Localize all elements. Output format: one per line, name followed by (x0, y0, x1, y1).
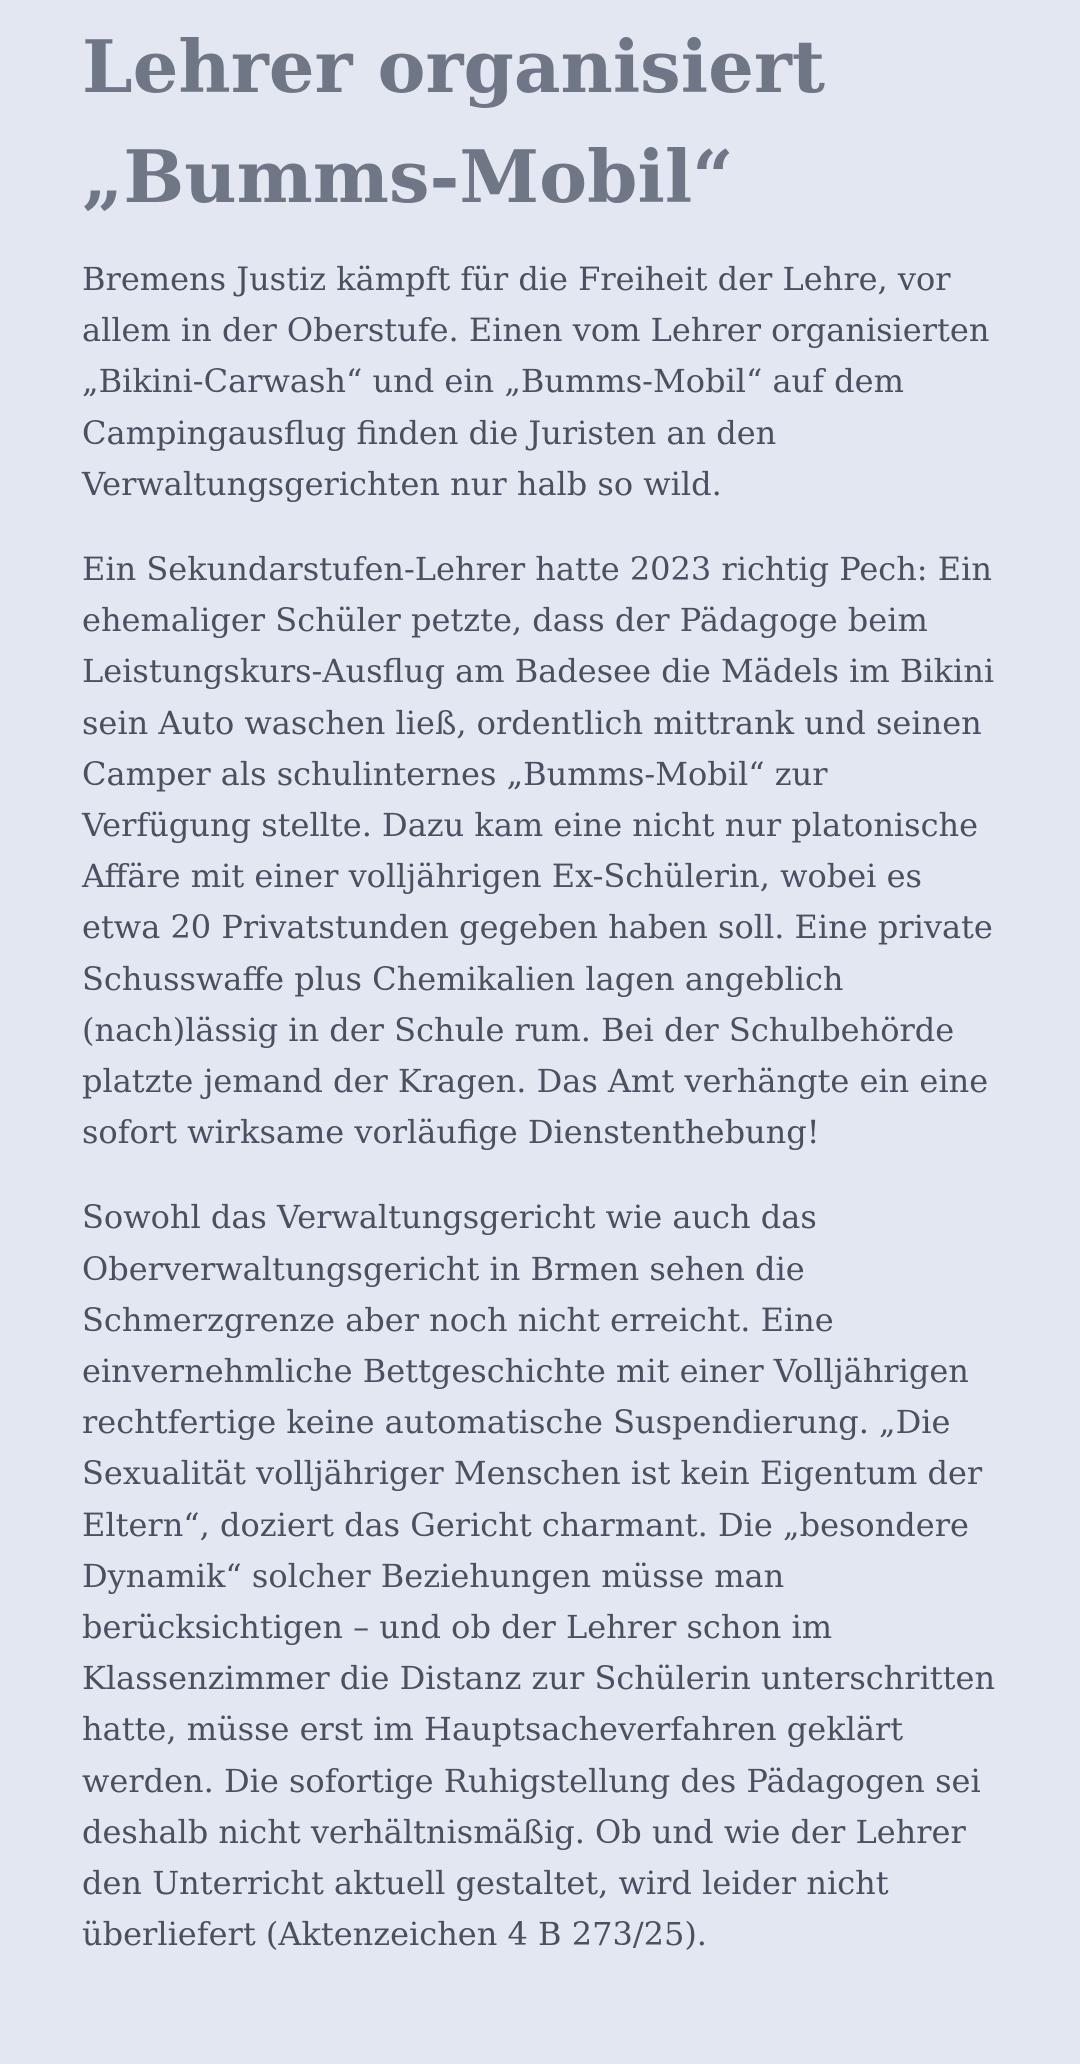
paragraph-court (82, 1192, 1012, 1960)
text-line: Dynamik“ solcher Beziehungen müsse man (82, 1556, 785, 1595)
text-line: einvernehmliche Bettgeschichte mit einer Volljährigen (82, 1352, 969, 1391)
text-line: sofort wirksame vorläufige Dienstenthebung! (82, 1113, 820, 1152)
text-line: Campingausflug finden die Juristen an den (82, 413, 777, 452)
article-body (82, 254, 1012, 1961)
text-line: Oberverwaltungsgericht in Brmen sehen die (82, 1249, 805, 1288)
text-line: überliefert (Aktenzeichen 4 B 273/25). (82, 1915, 707, 1954)
text-line: „Bikini-Carwash“ und ein „Bumms-Mobil“ auf dem (82, 362, 904, 401)
text-line: Ein Sekundarstufen-Lehrer hatte 2023 richtig Pech: Ein (82, 550, 992, 589)
text-line: den Unterricht aktuell gestaltet, wird leider nicht (82, 1864, 889, 1903)
article-headline (82, 0, 1012, 232)
text-line: rechtfertige keine automatische Suspendierung. „Die (82, 1403, 951, 1442)
text-line: ehemaliger Schüler petzte, dass der Pädagoge beim (82, 601, 928, 640)
text-line: etwa 20 Privatstunden gegeben haben soll. Eine private (82, 908, 993, 947)
paragraph-intro (82, 254, 1012, 510)
text-line: werden. Die sofortige Ruhigstellung des Pädagogen sei (82, 1761, 981, 1800)
paragraph-case (82, 544, 1012, 1158)
text-line: Verwaltungsgerichten nur halb so wild. (82, 464, 722, 503)
text-line: Schmerzgrenze aber noch nicht erreicht. Eine (82, 1300, 834, 1339)
text-line: Klassenzimmer die Distanz zur Schülerin unterschritten (82, 1659, 996, 1698)
text-line: Sexualität volljähriger Menschen ist kein Eigentum der (82, 1454, 983, 1493)
text-line: Verfügung stellte. Dazu kam eine nicht nur platonische (82, 806, 979, 845)
text-line: Eltern“, doziert das Gericht charmant. Die „besondere (82, 1505, 969, 1544)
text-line: hatte, müsse erst im Hauptsacheverfahren geklärt (82, 1710, 904, 1749)
text-line: Affäre mit einer volljährigen Ex-Schülerin, wobei es (82, 857, 922, 896)
headline-line: Lehrer organisiert (82, 24, 826, 109)
text-line: (nach)lässig in der Schule rum. Bei der Schulbehörde (82, 1010, 955, 1049)
text-line: berücksichtigen – und ob der Lehrer schon im (82, 1608, 833, 1647)
text-line: Schusswaffe plus Chemikalien lagen angeblich (82, 959, 844, 998)
text-line: platzte jemand der Kragen. Das Amt verhängte ein eine (82, 1062, 989, 1101)
article (82, 0, 1012, 1995)
text-line: Camper als schulinternes „Bumms-Mobil“ zur (82, 754, 828, 793)
text-line: Leistungskurs-Ausflug am Badesee die Mädels im Bikini (82, 652, 995, 691)
text-line: Sowohl das Verwaltungsgericht wie auch das (82, 1198, 817, 1237)
text-line: allem in der Oberstufe. Einen vom Lehrer organisierten (82, 311, 990, 350)
text-line: sein Auto waschen ließ, ordentlich mittrank und seinen (82, 703, 982, 742)
text-line: deshalb nicht verhältnismäßig. Ob und wie der Lehrer (82, 1812, 966, 1851)
headline-line: „Bumms-Mobil“ (82, 134, 734, 219)
text-line: Bremens Justiz kämpft für die Freiheit der Lehre, vor (82, 260, 951, 298)
